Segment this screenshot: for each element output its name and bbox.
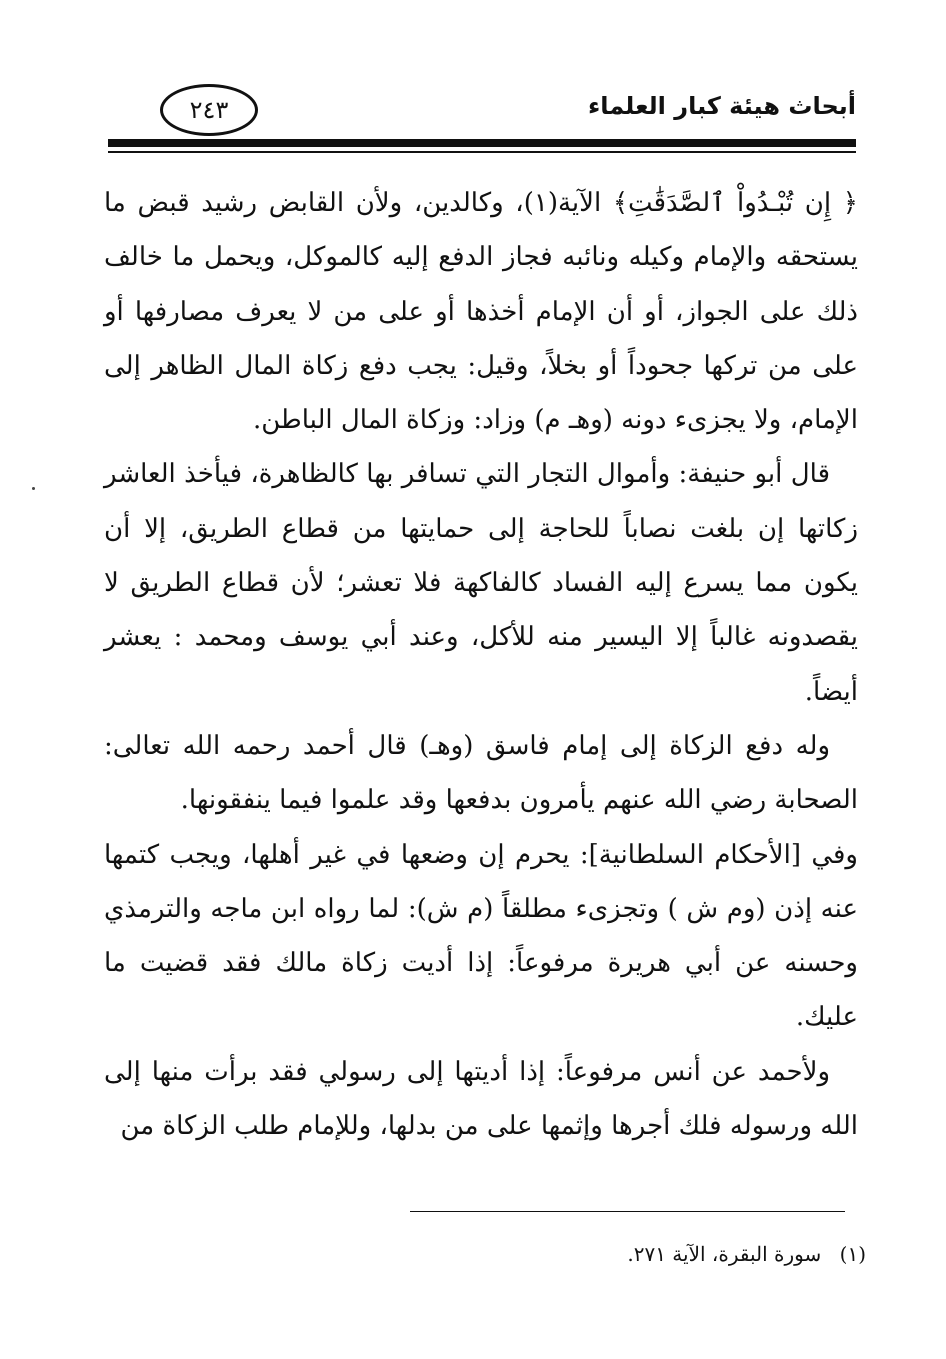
paragraph-2: قال أبو حنيفة: وأموال التجار التي تسافر بها كالظاهرة، فيأخذ العاشر زكاتها إن بلغت نصاباً للحاجة إلى حمايتها من قطاع الطريق، إلا أن يكون مما يسرع إليه الفساد كالفاكهة فلا تعشر؛ لأن قطاع الطريق لا يقصدونه غالباً إلا اليسير منه للأكل، وعند أبي يوسف ومحمد : يعشر أيضاً. (104, 459, 858, 707)
footnote (627, 1242, 866, 1266)
footnote-separator (410, 1211, 845, 1212)
paragraph-5: ولأحمد عن أنس مرفوعاً: إذا أديتها إلى رسولي فقد برأت منها إلى الله ورسوله فلك أجرها وإثمها على من بدلها، وللإمام طلب الزكاة من (104, 1056, 858, 1142)
footnote-marker: (١) (839, 1242, 866, 1266)
footnote-text: سورة البقرة، الآية ٢٧١. (627, 1242, 822, 1266)
page-header (108, 82, 856, 162)
scan-speck (32, 487, 35, 490)
running-title: أبحاث هيئة كبار العلماء (587, 92, 856, 120)
header-rule-thick (108, 139, 856, 147)
paragraph-1: ﴿ إِن تُبْـدُواْ ٱلصَّدَقَٰتِ﴾ الآية(١)، وكالدين، ولأن القابض رشيد قبض ما يستحقه والإمام وكيله ونائبه فجاز الدفع إليه كالموكل، ويحمل ما خالف ذلك على الجواز، أو أن الإمام أخذها أو على من لا يعرف مصارفها أو على من تركها جحوداً أو بخلاً، وقيل: يجب دفع زكاة المال الظاهر إلى الإمام، ولا يجزىء دونه (وهـ م) وزاد: وزكاة المال الباطن. (104, 188, 858, 436)
paragraph-4: وفي [الأحكام السلطانية]: يحرم إن وضعها في غير أهلها، ويجب كتمها عنه إذن (وم ش ) وتجزىء مطلقاً (م ش): لما رواه ابن ماجه والترمذي وحسنه عن أبي هريرة مرفوعاً: إذا أديت زكاة مالك فقد قضيت ما عليك. (104, 839, 858, 1033)
page-number: ٢٤٣ (160, 84, 258, 136)
body-text (104, 176, 858, 1153)
paragraph-3: وله دفع الزكاة إلى إمام فاسق (وهـ) قال أحمد رحمه الله تعالى: الصحابة رضي الله عنهم يأمرون بدفعها وقد علموا فيما ينفقونها. (104, 730, 858, 816)
header-rule-thin (108, 151, 856, 153)
